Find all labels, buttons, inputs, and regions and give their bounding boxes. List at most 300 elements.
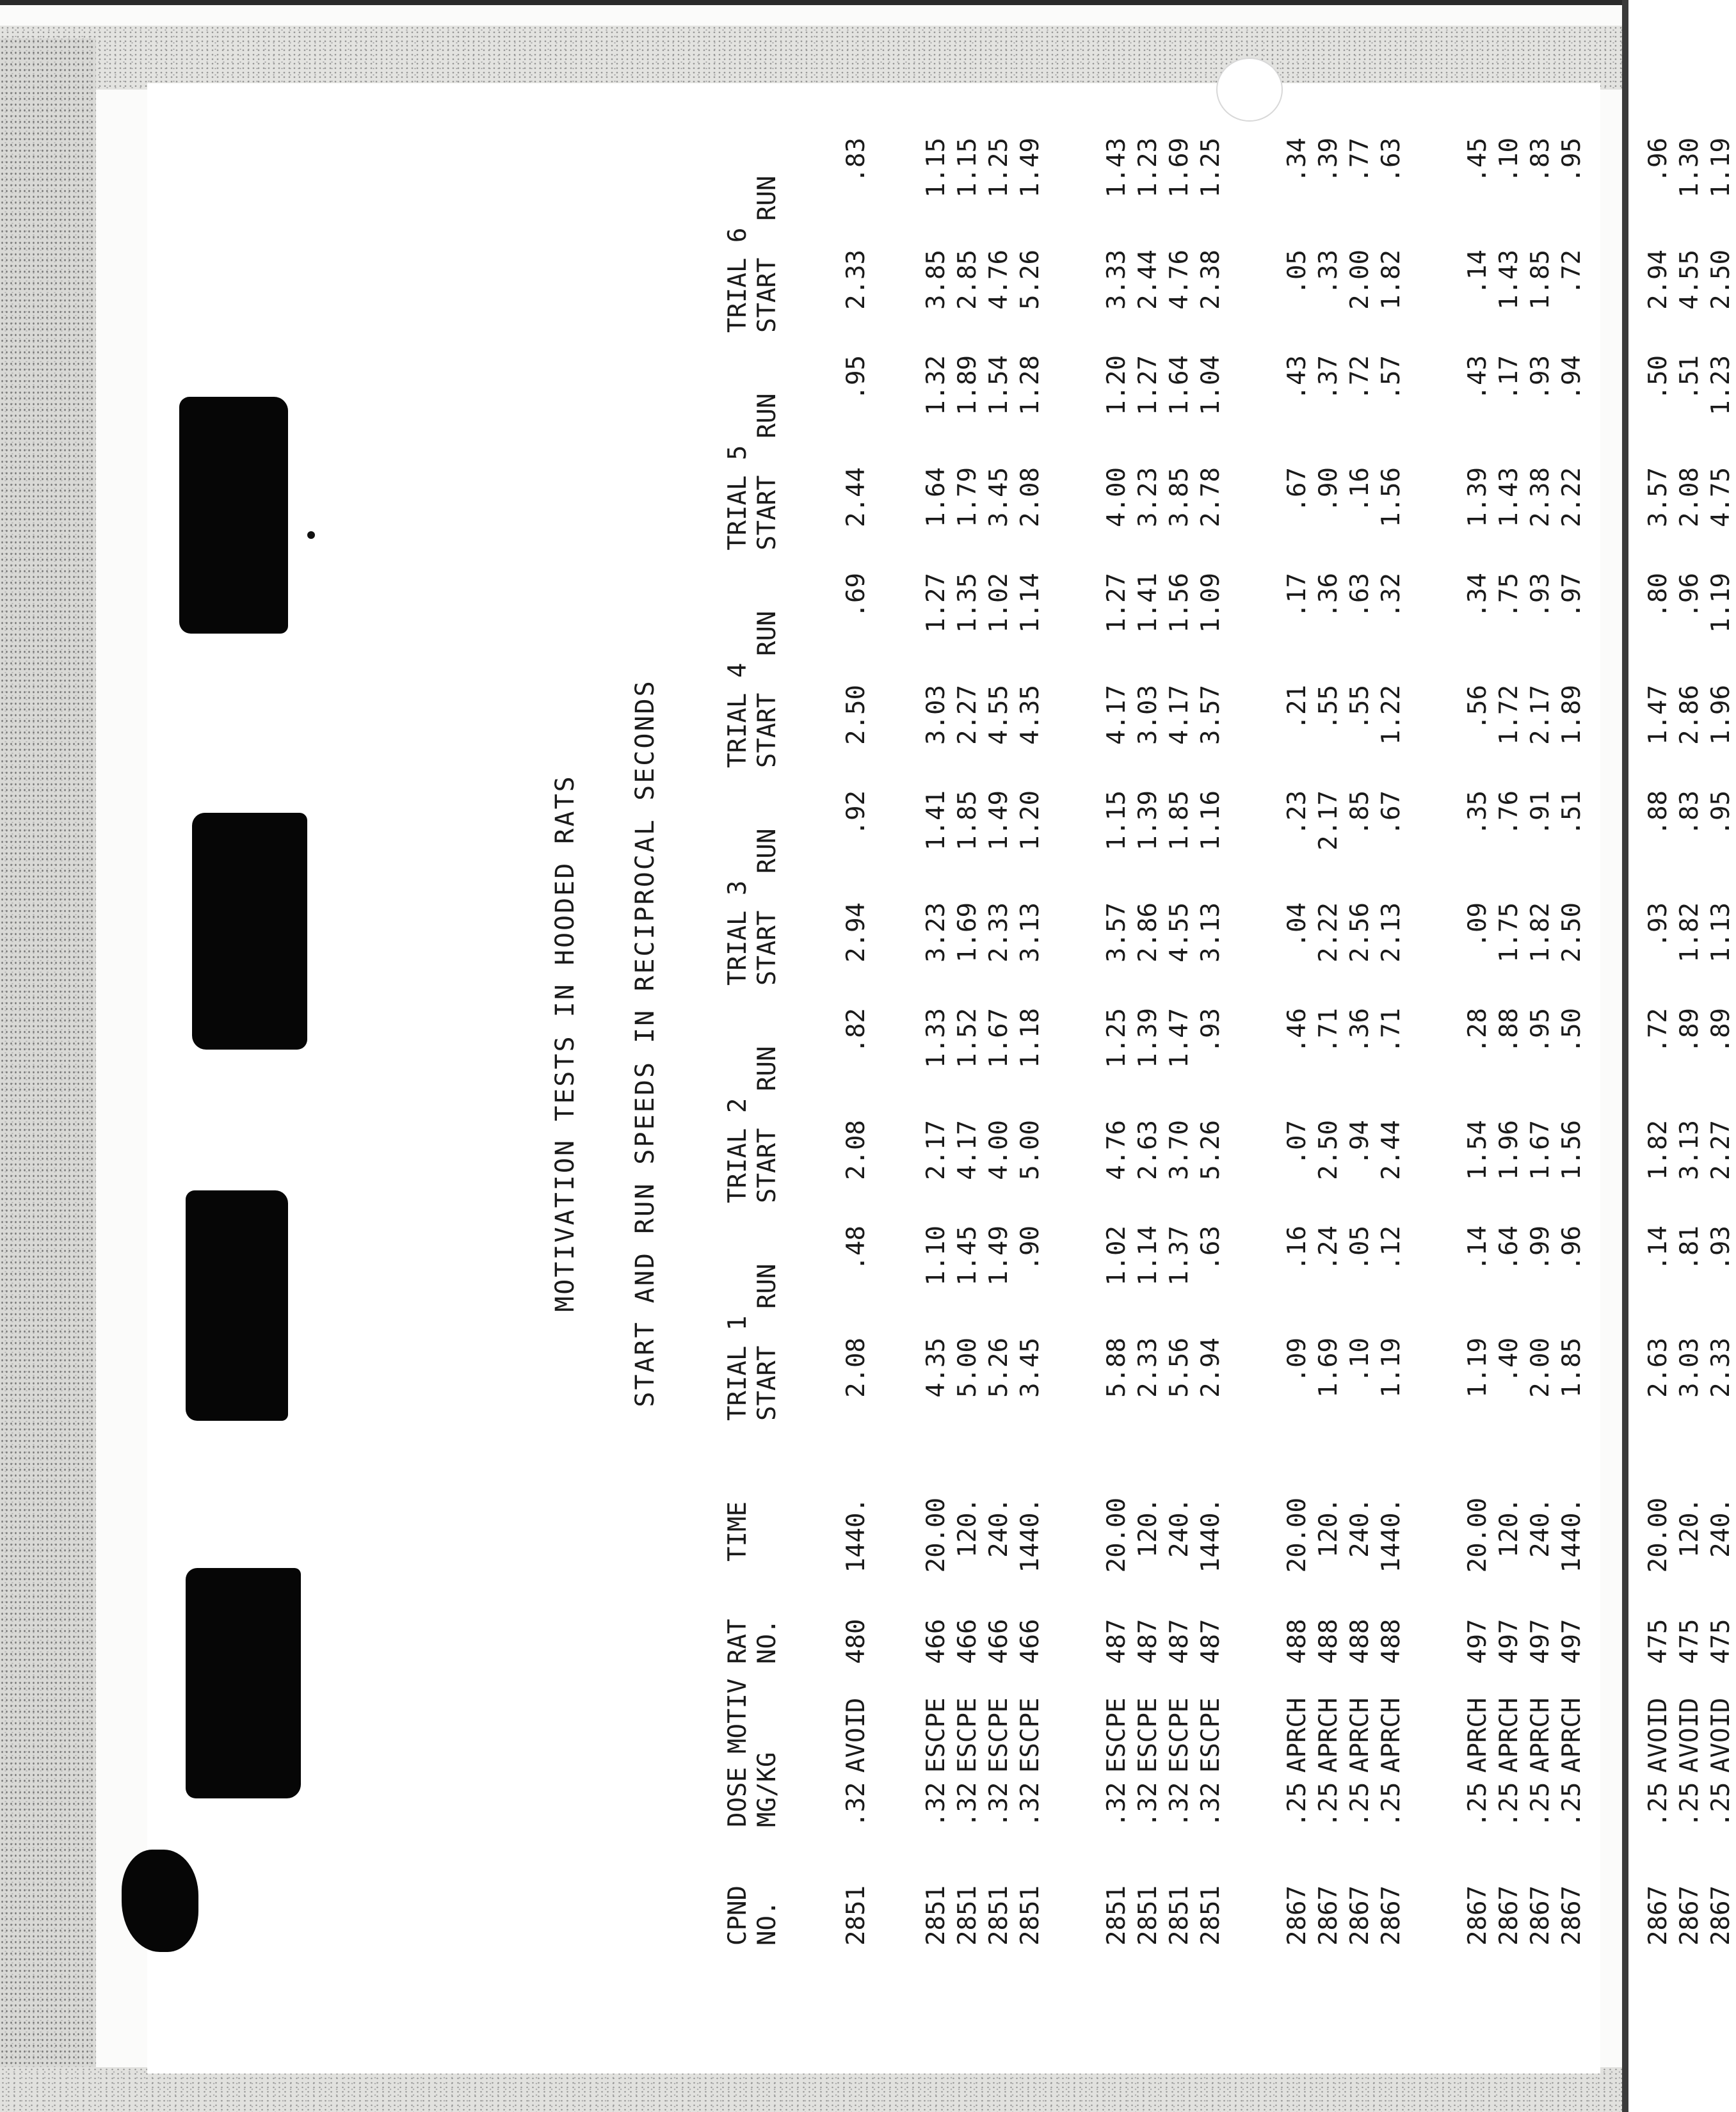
cell-trial-2-start: 2.63 [1134, 1120, 1162, 1180]
cell-trial-2-start: .94 [1346, 1120, 1374, 1165]
cell-trial-6-run: 1.25 [985, 138, 1013, 198]
cell-trial-1-run: 1.45 [953, 1226, 982, 1286]
cell-trial-6-run: .83 [842, 138, 871, 183]
cell-motiv: AVOID [1675, 1697, 1704, 1773]
cell-trial-1-start: 5.88 [1102, 1338, 1131, 1398]
cell-trial-5-start: 1.56 [1377, 467, 1406, 527]
cell-trial-1-start: 2.08 [842, 1338, 871, 1398]
cell-time: 1440. [1557, 1498, 1586, 1573]
cell-trial-5-run: 1.20 [1102, 355, 1131, 415]
cell-trial-6-run: .45 [1463, 138, 1492, 183]
cell-trial-3-start: 1.75 [1495, 902, 1523, 963]
cell-trial-6-start: 4.76 [1165, 250, 1194, 310]
cell-motiv: ESCPE [1016, 1697, 1045, 1773]
cell-trial-6-start: 1.43 [1495, 250, 1523, 310]
cell-trial-6-start: 1.85 [1526, 250, 1555, 310]
cell-rat: 480 [842, 1619, 871, 1664]
cell-trial-2-run: .50 [1557, 1008, 1586, 1053]
cell-motiv: AVOID [842, 1697, 871, 1773]
cell-trial-6-run: 1.49 [1016, 138, 1045, 198]
cell-trial-6-run: .96 [1644, 138, 1673, 183]
cell-motiv: APRCH [1495, 1697, 1523, 1773]
cell-trial-3-run: .95 [1707, 790, 1735, 836]
cell-trial-2-start: 2.17 [922, 1120, 951, 1180]
header-t2-run: RUN [753, 1046, 782, 1091]
cell-dose: .32 [1196, 1782, 1225, 1827]
cell-trial-1-start: 1.85 [1557, 1338, 1586, 1398]
header-trial-3: TRIAL 3 [723, 880, 752, 986]
header-t3-run: RUN [753, 828, 782, 874]
cell-trial-4-start: .56 [1463, 685, 1492, 730]
cell-trial-4-run: 1.02 [985, 573, 1013, 633]
cell-time: 240. [1707, 1498, 1735, 1558]
cell-trial-2-run: 1.47 [1165, 1008, 1194, 1068]
redaction-blot [122, 1850, 198, 1952]
cell-trial-5-run: .37 [1314, 355, 1343, 401]
cell-trial-4-run: .36 [1314, 573, 1343, 618]
cell-trial-5-start: 1.64 [922, 467, 951, 527]
cell-trial-2-run: .71 [1314, 1008, 1343, 1053]
cell-trial-4-start: .21 [1283, 685, 1312, 730]
cell-motiv: ESCPE [922, 1697, 951, 1773]
cell-trial-3-run: .85 [1346, 790, 1374, 836]
cell-trial-2-start: 1.96 [1495, 1120, 1523, 1180]
cell-trial-3-run: 1.39 [1134, 790, 1162, 851]
cell-trial-2-start: 1.56 [1557, 1120, 1586, 1180]
cell-trial-1-run: 1.02 [1102, 1226, 1131, 1286]
header-t6-run: RUN [753, 175, 782, 221]
cell-trial-2-start: 4.17 [953, 1120, 982, 1180]
cell-trial-3-start: 1.69 [953, 902, 982, 963]
cell-motiv: APRCH [1283, 1697, 1312, 1773]
header-rat: RAT [723, 1619, 752, 1664]
header-rat-no: NO. [753, 1619, 782, 1664]
cell-trial-4-start: 4.17 [1165, 685, 1194, 745]
cell-trial-6-run: 1.30 [1675, 138, 1704, 198]
table-row [1016, 122, 1045, 1946]
cell-trial-6-start: 4.55 [1675, 250, 1704, 310]
cell-dose: .32 [1165, 1782, 1194, 1827]
cell-trial-6-run: 1.15 [922, 138, 951, 198]
cell-trial-1-start: 5.26 [985, 1338, 1013, 1398]
cell-trial-1-run: .96 [1557, 1226, 1586, 1271]
cell-trial-3-start: 2.94 [842, 902, 871, 963]
cell-motiv: APRCH [1377, 1697, 1406, 1773]
cell-trial-2-run: .88 [1495, 1008, 1523, 1053]
cell-trial-6-start: 3.33 [1102, 250, 1131, 310]
cell-trial-2-start: 1.54 [1463, 1120, 1492, 1180]
cell-dose: .32 [922, 1782, 951, 1827]
cell-dose: .25 [1377, 1782, 1406, 1827]
cell-trial-6-start: 1.82 [1377, 250, 1406, 310]
cell-trial-3-run: .88 [1644, 790, 1673, 836]
cell-trial-5-run: .50 [1644, 355, 1673, 401]
cell-time: 120. [1134, 1498, 1162, 1558]
cell-trial-2-start: 2.08 [842, 1120, 871, 1180]
cell-trial-4-run: .17 [1283, 573, 1312, 618]
cell-trial-1-start: 2.63 [1644, 1338, 1673, 1398]
cell-cpnd: 2867 [1557, 1885, 1586, 1946]
cell-trial-1-run: .90 [1016, 1226, 1045, 1271]
cell-trial-3-start: 2.50 [1557, 902, 1586, 963]
cell-cpnd: 2867 [1346, 1885, 1374, 1946]
cell-rat: 466 [922, 1619, 951, 1664]
cell-trial-3-start: .04 [1283, 902, 1312, 948]
cell-trial-4-start: 1.72 [1495, 685, 1523, 745]
cell-trial-4-run: .32 [1377, 573, 1406, 618]
cell-motiv: APRCH [1346, 1697, 1374, 1773]
cell-trial-1-run: .14 [1644, 1226, 1673, 1271]
cell-trial-1-start: .10 [1346, 1338, 1374, 1383]
cell-trial-1-start: 2.33 [1134, 1338, 1162, 1398]
cell-dose: .25 [1463, 1782, 1492, 1827]
cell-dose: .25 [1283, 1782, 1312, 1827]
cell-dose: .25 [1675, 1782, 1704, 1827]
cell-motiv: ESCPE [1196, 1697, 1225, 1773]
cell-rat: 466 [985, 1619, 1013, 1664]
header-t3-start: START [753, 910, 782, 986]
cell-trial-4-run: 1.56 [1165, 573, 1194, 633]
header-dose: DOSE [723, 1767, 752, 1827]
header-trial-4: TRIAL 4 [723, 662, 752, 768]
cell-trial-1-run: .48 [842, 1226, 871, 1271]
cell-trial-6-start: 2.94 [1644, 250, 1673, 310]
cell-trial-5-start: .67 [1283, 467, 1312, 513]
cell-trial-3-run: 1.49 [985, 790, 1013, 851]
cell-time: 120. [1314, 1498, 1343, 1558]
cell-trial-1-start: 2.00 [1526, 1338, 1555, 1398]
cell-dose: .32 [953, 1782, 982, 1827]
cell-rat: 488 [1283, 1619, 1312, 1664]
cell-trial-3-run: 1.41 [922, 790, 951, 851]
cell-trial-3-run: .76 [1495, 790, 1523, 836]
cell-time: 20.00 [922, 1498, 951, 1573]
cell-trial-6-run: 1.43 [1102, 138, 1131, 198]
cell-dose: .32 [1134, 1782, 1162, 1827]
cell-trial-4-run: .97 [1557, 573, 1586, 618]
cell-trial-5-start: 3.45 [985, 467, 1013, 527]
cell-motiv: ESCPE [1134, 1697, 1162, 1773]
cell-cpnd: 2867 [1675, 1885, 1704, 1946]
cell-trial-2-run: .71 [1377, 1008, 1406, 1053]
cell-rat: 497 [1463, 1619, 1492, 1664]
cell-cpnd: 2867 [1495, 1885, 1523, 1946]
table-row [1707, 122, 1736, 1946]
cell-trial-4-run: .69 [842, 573, 871, 618]
cell-time: 20.00 [1644, 1498, 1673, 1573]
cell-trial-5-run: .95 [842, 355, 871, 401]
cell-trial-4-start: 1.47 [1644, 685, 1673, 745]
cell-rat: 475 [1675, 1619, 1704, 1664]
cell-rat: 487 [1102, 1619, 1131, 1664]
cell-motiv: AVOID [1707, 1697, 1735, 1773]
cell-motiv: APRCH [1314, 1697, 1343, 1773]
cell-rat: 475 [1644, 1619, 1673, 1664]
cell-trial-4-start: 3.03 [1134, 685, 1162, 745]
cell-time: 1440. [1016, 1498, 1045, 1573]
cell-time: 1440. [842, 1498, 871, 1573]
scan-noise-bottom [0, 2067, 1628, 2112]
cell-trial-2-run: 1.18 [1016, 1008, 1045, 1068]
cell-trial-6-run: .83 [1526, 138, 1555, 183]
cell-trial-4-start: 1.96 [1707, 685, 1735, 745]
table-row [922, 122, 951, 1946]
cell-trial-1-start: 2.94 [1196, 1338, 1225, 1398]
header-t4-run: RUN [753, 611, 782, 656]
cell-rat: 466 [953, 1619, 982, 1664]
cell-trial-3-start: 2.22 [1314, 902, 1343, 963]
cell-dose: .25 [1346, 1782, 1374, 1827]
cell-trial-2-run: .46 [1283, 1008, 1312, 1053]
cell-trial-5-start: 2.08 [1675, 467, 1704, 527]
redaction-blot [179, 397, 288, 634]
cell-motiv: ESCPE [1102, 1697, 1131, 1773]
cell-trial-5-start: .90 [1314, 467, 1343, 513]
cell-rat: 497 [1495, 1619, 1523, 1664]
cell-trial-6-start: 4.76 [985, 250, 1013, 310]
cell-trial-2-start: 3.70 [1165, 1120, 1194, 1180]
redaction-blot [186, 1190, 288, 1421]
cell-trial-6-run: 1.25 [1196, 138, 1225, 198]
cell-motiv: APRCH [1526, 1697, 1555, 1773]
cell-trial-3-start: 2.86 [1134, 902, 1162, 963]
cell-rat: 487 [1134, 1619, 1162, 1664]
cell-trial-5-run: .94 [1557, 355, 1586, 401]
cell-dose: .25 [1707, 1782, 1735, 1827]
cell-time: 120. [953, 1498, 982, 1558]
cell-trial-6-start: 5.26 [1016, 250, 1045, 310]
cell-trial-6-run: .77 [1346, 138, 1374, 183]
cell-trial-2-start: 4.76 [1102, 1120, 1131, 1180]
cell-trial-1-run: 1.14 [1134, 1226, 1162, 1286]
cell-trial-5-start: 2.38 [1526, 467, 1555, 527]
header-t6-start: START [753, 257, 782, 333]
table-row [842, 122, 871, 1946]
cell-trial-4-start: 3.03 [922, 685, 951, 745]
cell-dose: .25 [1526, 1782, 1555, 1827]
cell-trial-2-run: .89 [1707, 1008, 1735, 1053]
table-row [953, 122, 983, 1946]
cell-trial-2-start: 5.00 [1016, 1120, 1045, 1180]
table-row [1526, 122, 1555, 1946]
cell-trial-2-start: 1.67 [1526, 1120, 1555, 1180]
redaction-blot [186, 1568, 301, 1798]
cell-trial-6-start: 2.33 [842, 250, 871, 310]
cell-dose: .32 [1016, 1782, 1045, 1827]
cell-trial-4-start: 2.86 [1675, 685, 1704, 745]
cell-trial-2-run: .95 [1526, 1008, 1555, 1053]
cell-rat: 475 [1707, 1619, 1735, 1664]
table-row [1495, 122, 1524, 1946]
cell-trial-6-start: .72 [1557, 250, 1586, 295]
cell-trial-3-run: .23 [1283, 790, 1312, 836]
cell-cpnd: 2867 [1526, 1885, 1555, 1946]
table-row [1675, 122, 1705, 1946]
cell-trial-2-run: .28 [1463, 1008, 1492, 1053]
cell-trial-3-start: 2.33 [985, 902, 1013, 963]
document-subtitle: START AND RUN SPEEDS IN RECIPROCAL SECONDS [631, 679, 660, 1407]
cell-trial-2-start: 2.44 [1377, 1120, 1406, 1180]
cell-trial-1-run: .05 [1346, 1226, 1374, 1271]
cell-cpnd: 2867 [1283, 1885, 1312, 1946]
cell-trial-2-run: .89 [1675, 1008, 1704, 1053]
cell-trial-3-start: 1.82 [1526, 902, 1555, 963]
cell-trial-6-run: 1.15 [953, 138, 982, 198]
cell-trial-4-run: .75 [1495, 573, 1523, 618]
cell-trial-3-run: 1.85 [1165, 790, 1194, 851]
cell-trial-2-start: 5.26 [1196, 1120, 1225, 1180]
cell-trial-3-start: 3.57 [1102, 902, 1131, 963]
cell-trial-3-run: 2.17 [1314, 790, 1343, 851]
cell-cpnd: 2851 [953, 1885, 982, 1946]
cell-trial-6-run: .34 [1283, 138, 1312, 183]
cell-time: 20.00 [1283, 1498, 1312, 1573]
cell-rat: 488 [1346, 1619, 1374, 1664]
cell-rat: 466 [1016, 1619, 1045, 1664]
cell-trial-6-run: .10 [1495, 138, 1523, 183]
cell-trial-6-start: 2.44 [1134, 250, 1162, 310]
cell-trial-3-run: 1.16 [1196, 790, 1225, 851]
cell-cpnd: 2851 [922, 1885, 951, 1946]
cell-trial-1-run: .12 [1377, 1226, 1406, 1271]
cell-trial-3-run: 1.20 [1016, 790, 1045, 851]
cell-trial-1-start: 3.45 [1016, 1338, 1045, 1398]
cell-trial-5-run: 1.89 [953, 355, 982, 415]
cell-cpnd: 2851 [1165, 1885, 1194, 1946]
cell-cpnd: 2851 [1134, 1885, 1162, 1946]
cell-trial-5-run: .43 [1463, 355, 1492, 401]
cell-trial-5-run: 1.32 [922, 355, 951, 415]
cell-trial-2-start: 1.82 [1644, 1120, 1673, 1180]
cell-trial-5-start: .16 [1346, 467, 1374, 513]
cell-trial-4-run: 1.27 [1102, 573, 1131, 633]
cell-trial-5-start: 1.79 [953, 467, 982, 527]
table-row [1134, 122, 1163, 1946]
cell-trial-4-start: 4.17 [1102, 685, 1131, 745]
header-trial-6: TRIAL 6 [723, 227, 752, 333]
cell-trial-5-start: 1.39 [1463, 467, 1492, 527]
header-cpnd: CPND [723, 1885, 752, 1946]
cell-trial-6-run: .95 [1557, 138, 1586, 183]
cell-trial-5-run: .93 [1526, 355, 1555, 401]
cell-trial-3-start: 3.13 [1016, 902, 1045, 963]
cell-trial-1-start: 5.56 [1165, 1338, 1194, 1398]
cell-trial-2-run: 1.39 [1134, 1008, 1162, 1068]
scan-edge-right [1622, 0, 1628, 2112]
cell-trial-4-start: 4.35 [1016, 685, 1045, 745]
cell-trial-4-start: 1.89 [1557, 685, 1586, 745]
cell-trial-1-run: .16 [1283, 1226, 1312, 1271]
cell-trial-3-run: .35 [1463, 790, 1492, 836]
cell-time: 20.00 [1463, 1498, 1492, 1573]
cell-trial-1-run: .81 [1675, 1226, 1704, 1271]
cell-trial-6-start: 2.50 [1707, 250, 1735, 310]
cell-trial-4-run: .96 [1675, 573, 1704, 618]
cell-trial-5-start: 3.23 [1134, 467, 1162, 527]
cell-trial-3-run: .51 [1557, 790, 1586, 836]
table-row [1196, 122, 1226, 1946]
cell-trial-4-run: .63 [1346, 573, 1374, 618]
cell-trial-4-run: .80 [1644, 573, 1673, 618]
table-row [1557, 122, 1587, 1946]
header-dose-unit: MG/KG [753, 1752, 782, 1827]
cell-trial-2-run: .36 [1346, 1008, 1374, 1053]
header-trial-2: TRIAL 2 [723, 1098, 752, 1203]
cell-trial-1-start: 3.03 [1675, 1338, 1704, 1398]
header-t1-start: START [753, 1345, 782, 1421]
cell-time: 240. [985, 1498, 1013, 1558]
cell-time: 1440. [1377, 1498, 1406, 1573]
cell-trial-3-start: .09 [1463, 902, 1492, 948]
cell-trial-3-run: 1.15 [1102, 790, 1131, 851]
cell-trial-1-start: .09 [1283, 1338, 1312, 1383]
cell-trial-1-run: .24 [1314, 1226, 1343, 1271]
redaction-blot [192, 813, 307, 1050]
cell-trial-5-start: 3.85 [1165, 467, 1194, 527]
cell-time: 240. [1346, 1498, 1374, 1558]
header-t2-start: START [753, 1128, 782, 1203]
cell-trial-5-run: .17 [1495, 355, 1523, 401]
cell-trial-5-start: 3.57 [1644, 467, 1673, 527]
cell-cpnd: 2851 [1196, 1885, 1225, 1946]
header-motiv: MOTIV [723, 1678, 752, 1754]
cell-dose: .32 [1102, 1782, 1131, 1827]
cell-trial-2-run: 1.25 [1102, 1008, 1131, 1068]
cell-trial-2-start: 4.00 [985, 1120, 1013, 1180]
cell-cpnd: 2867 [1707, 1885, 1735, 1946]
cell-trial-2-run: 1.52 [953, 1008, 982, 1068]
cell-motiv: ESCPE [1165, 1697, 1194, 1773]
cell-cpnd: 2867 [1463, 1885, 1492, 1946]
cell-trial-2-run: 1.33 [922, 1008, 951, 1068]
cell-trial-5-run: .72 [1346, 355, 1374, 401]
cell-trial-4-run: 1.27 [922, 573, 951, 633]
cell-trial-4-run: 1.41 [1134, 573, 1162, 633]
cell-cpnd: 2851 [1102, 1885, 1131, 1946]
cell-trial-2-run: .82 [842, 1008, 871, 1053]
cell-rat: 497 [1526, 1619, 1555, 1664]
cell-trial-1-run: .63 [1196, 1226, 1225, 1271]
cell-rat: 497 [1557, 1619, 1586, 1664]
cell-dose: .25 [1557, 1782, 1586, 1827]
cell-trial-6-start: 2.38 [1196, 250, 1225, 310]
cell-trial-4-start: 1.22 [1377, 685, 1406, 745]
cell-trial-3-start: 3.23 [922, 902, 951, 963]
cell-trial-4-start: 2.27 [953, 685, 982, 745]
cell-trial-6-start: .33 [1314, 250, 1343, 295]
cell-cpnd: 2867 [1314, 1885, 1343, 1946]
cell-trial-3-start: 3.13 [1196, 902, 1225, 963]
cell-trial-4-start: 2.50 [842, 685, 871, 745]
cell-cpnd: 2851 [1016, 1885, 1045, 1946]
cell-trial-5-run: 1.23 [1707, 355, 1735, 415]
cell-motiv: AVOID [1644, 1697, 1673, 1773]
cell-trial-3-run: 1.85 [953, 790, 982, 851]
cell-trial-6-run: 1.19 [1707, 138, 1735, 198]
cell-trial-5-run: .51 [1675, 355, 1704, 401]
cell-trial-5-start: 2.78 [1196, 467, 1225, 527]
cell-trial-3-start: 2.13 [1377, 902, 1406, 963]
cell-trial-1-start: 1.19 [1377, 1338, 1406, 1398]
cell-motiv: APRCH [1557, 1697, 1586, 1773]
cell-trial-6-run: .63 [1377, 138, 1406, 183]
cell-trial-3-run: .83 [1675, 790, 1704, 836]
cell-cpnd: 2867 [1377, 1885, 1406, 1946]
cell-trial-6-run: 1.23 [1134, 138, 1162, 198]
cell-time: 240. [1165, 1498, 1194, 1558]
cell-trial-3-run: .91 [1526, 790, 1555, 836]
cell-trial-6-run: 1.69 [1165, 138, 1194, 198]
